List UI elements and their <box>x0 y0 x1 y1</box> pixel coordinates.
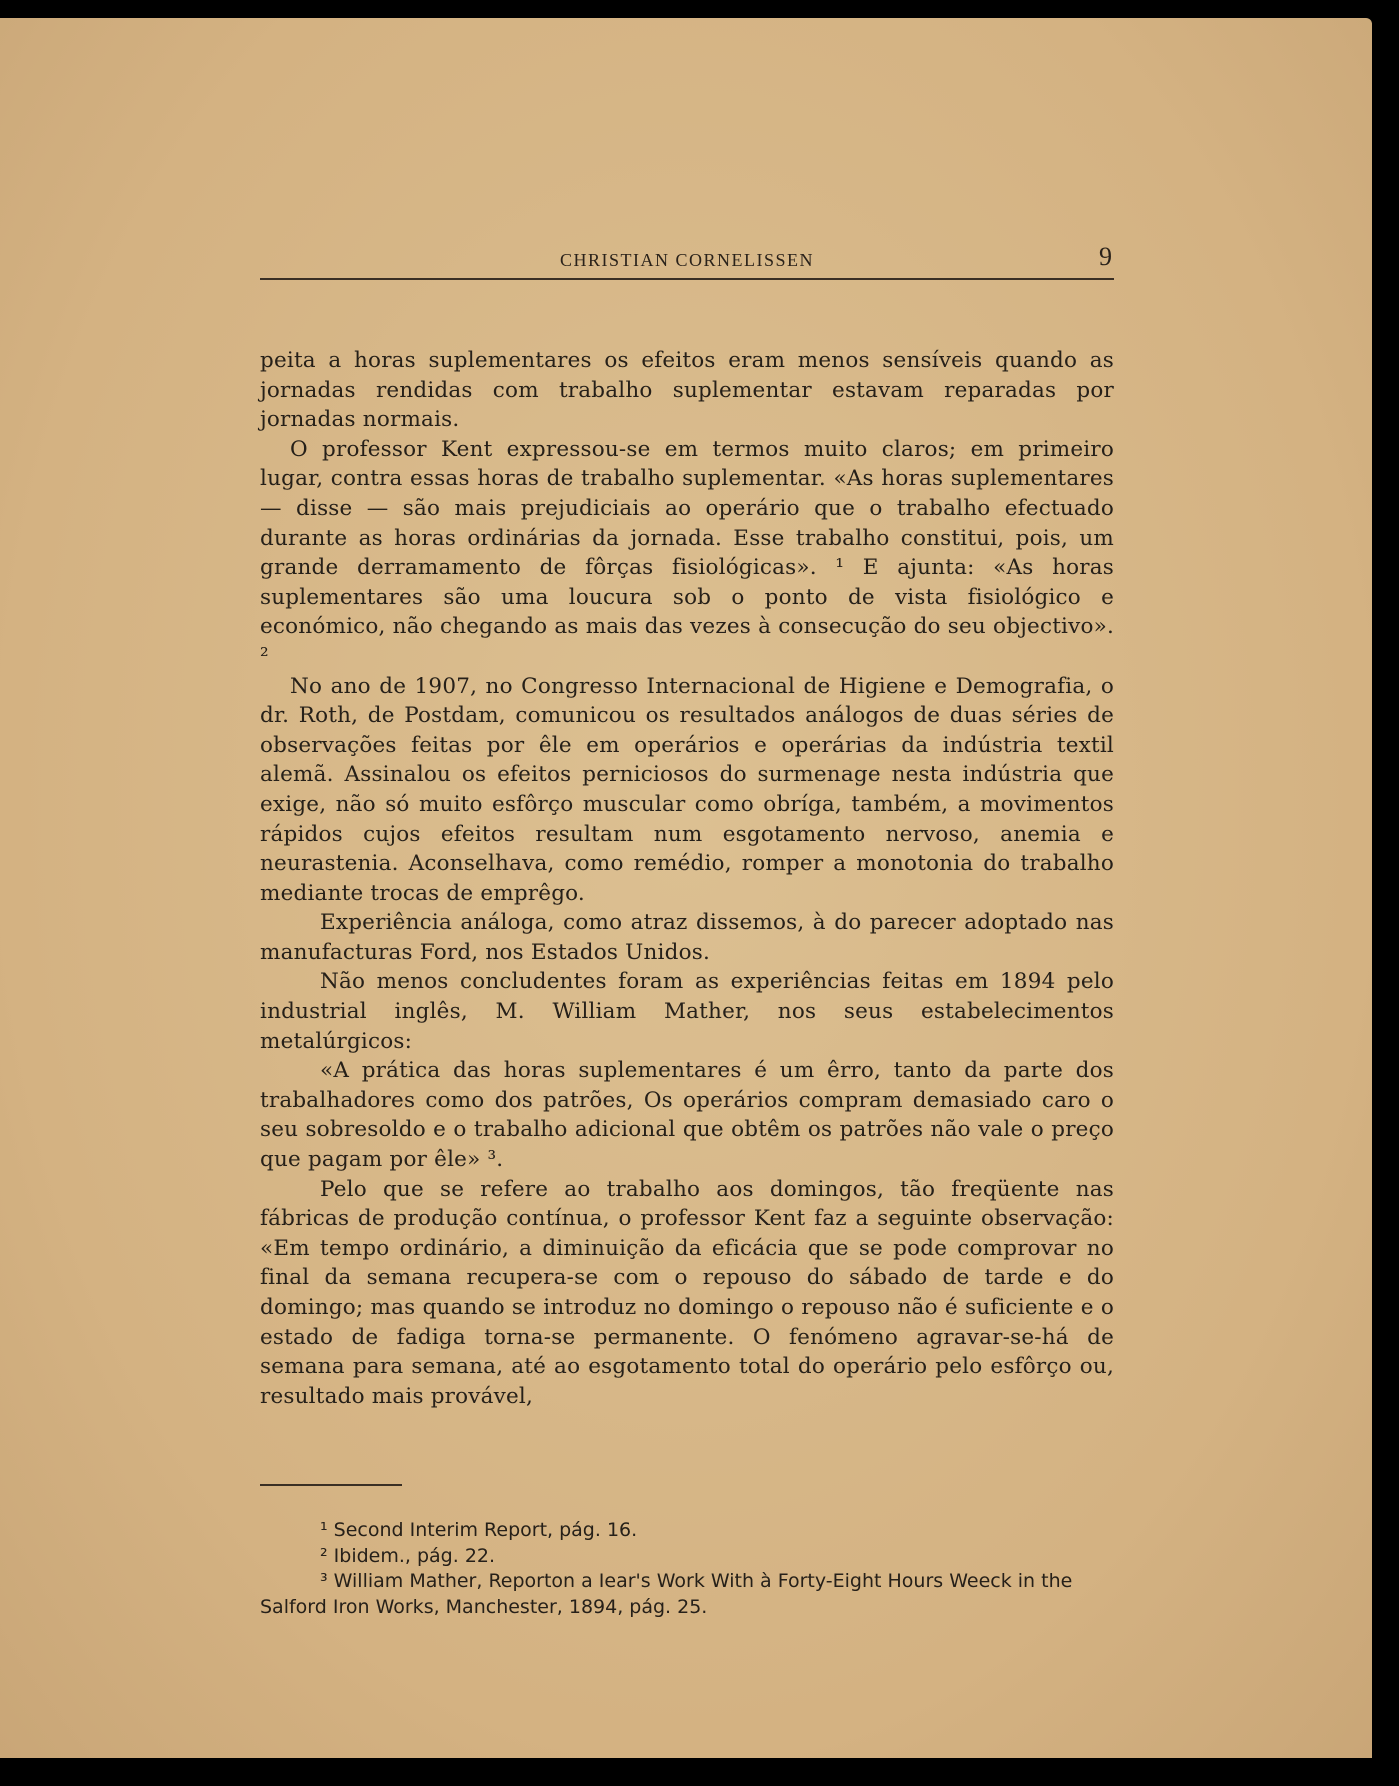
paragraph-5: Não menos concludentes foram as experiências feitas em 1894 pelo industrial inglês, M. William Mather, nos seus estabelecimentos metalúrgicos: <box>260 969 1114 1054</box>
footnote-3: ³ William Mather, Reporton a Iear's Work With à Forty-Eight Hours Weeck in the Salford Iron Works, Manchester, 1894, pág. 25. <box>260 1570 1073 1618</box>
paragraph-7: Pelo que se refere ao trabalho aos domingos, tão freqüente nas fábricas de produção contínua, o professor Kent faz a seguinte observação: «Em tempo ordinário, a diminuição da eficácia que se pode comprovar no final da semana recupera-se com o repouso do sábado de tarde e do domingo; mas quando se introduz no domingo o repouso não é suficiente e o estado de fadiga torna-se permanente. O fenómeno agravar-se-há de semana para semana, até ao esgotamento total do operário pelo esfôrço ou, resultado mais provável, <box>260 1176 1114 1409</box>
footnote-2: ² Ibidem., pág. 22. <box>320 1544 496 1567</box>
footnote-1: ¹ Second Interim Report, pág. 16. <box>320 1519 638 1541</box>
paragraph-6: «A prática das horas suplementares é um êrro, tanto da parte dos trabalhadores como dos patrões, Os operários compram demasiado caro o seu sobresoldo e o trabalho adicional que obtêm os patrões não vale o preço que pagam por êle» ³. <box>260 1058 1114 1173</box>
running-head: CHRISTIAN CORNELISSEN <box>559 250 814 270</box>
body-text <box>260 346 1114 1411</box>
paragraph-3: No ano de 1907, no Congresso Internacional de Higiene e Demografia, o dr. Roth, de Postdam, comunicou os resultados análogos de duas séries de observações feitas por êle em operários e operárias da indústria textil alemã. Assinalou os efeitos perniciosos do surmenage nesta indústria que exige, não só muito esfôrço muscular como obríga, também, a movimentos rápidos cujos efeitos resultam num esgotamento nervoso, anemia e neurastenia. Aconselhava, como remédio, romper a monotonia do trabalho mediante trocas de emprêgo. <box>260 673 1114 906</box>
paragraph-2: O professor Kent expressou-se em termos muito claros; em primeiro lugar, contra essas horas de trabalho suplementar. «As horas suplementares — disse — são mais prejudiciais ao operário que o trabalho efectuado durante as horas ordinárias da jornada. Esse trabalho constitui, pois, um grande derramamento de fôrças fisiológicas». ¹ E ajunta: «As horas suplementares são uma loucura sob o ponto de vista fisiológico e económico, não chegando as mais das vezes à consecução do seu objectivo». ² <box>260 436 1114 669</box>
page-number: 9 <box>1099 242 1112 271</box>
page-header <box>260 242 1114 280</box>
paragraph-1: peita a horas suplementares os efeitos eram menos sensíveis quando as jornadas rendidas com trabalho suplementar estavam reparadas por jornadas normais. <box>260 348 1114 433</box>
paragraph-4: Experiência análoga, como atraz dissemos, à do parecer adoptado nas manufacturas Ford, nos Estados Unidos. <box>260 910 1114 965</box>
footnotes <box>260 1518 1114 1620</box>
footnote-rule <box>260 1484 402 1486</box>
